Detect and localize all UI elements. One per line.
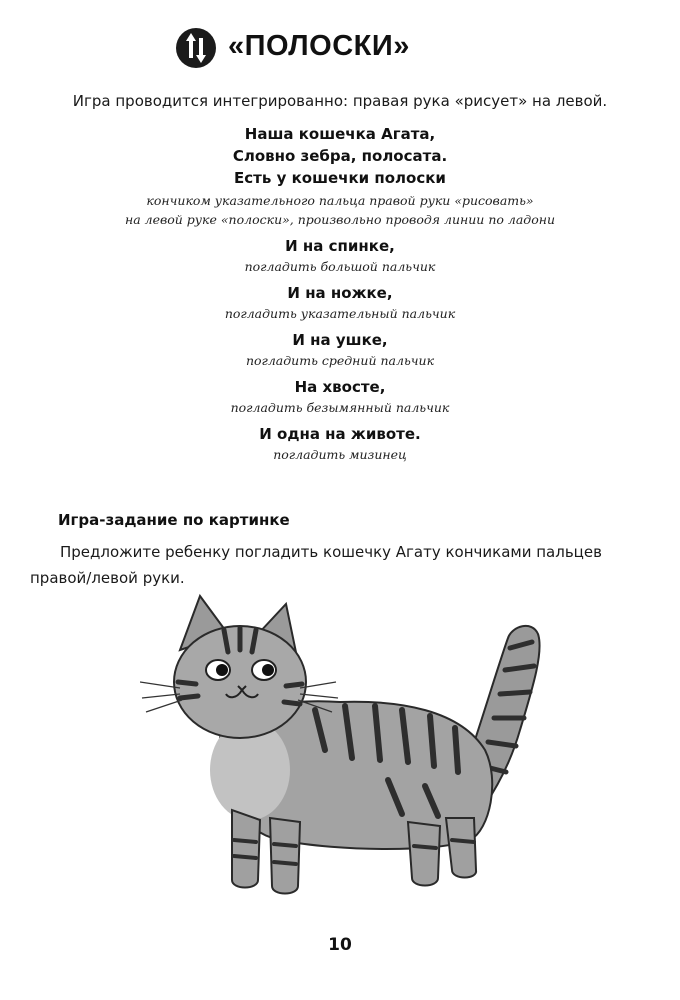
poem-line: Словно зебра, полосата. <box>232 147 448 165</box>
poem-line: И на спинке, <box>285 237 395 255</box>
task-heading: Игра-задание по картинке <box>58 511 290 529</box>
instruction-note: погладить средний пальчик <box>245 353 435 368</box>
page-header <box>0 24 680 76</box>
striped-cat-illustration <box>140 590 560 910</box>
task-text: Предложите ребенку погладить кошечку Агату кончиками пальцев правой/левой руки. <box>30 543 602 587</box>
instruction-note: погладить большой пальчик <box>244 259 436 274</box>
instruction-note <box>0 191 680 229</box>
poem-line: И на ножке, <box>287 284 393 302</box>
poem <box>0 123 680 470</box>
instruction-note: погладить мизинец <box>273 447 407 462</box>
instruction-note: погладить указательный пальчик <box>224 306 456 321</box>
page-title: «ПОЛОСКИ» <box>228 30 410 62</box>
poem-line: И одна на животе. <box>259 425 421 443</box>
poem-line: Есть у кошечки полоски <box>234 169 446 187</box>
instruction-note: погладить безымянный пальчик <box>230 400 450 415</box>
intro-text: Игра проводится интегрированно: правая рука «рисует» на левой. <box>72 92 608 110</box>
page-number: 10 <box>328 935 352 955</box>
poem-line: Наша кошечка Агата, <box>244 125 436 143</box>
instruction-line: на левой руке «полоски», произвольно проводя линии по ладони <box>124 212 556 227</box>
poem-line: На хвосте, <box>294 378 386 396</box>
hands-arrows-icon <box>176 28 216 68</box>
instruction-line: кончиком указательного пальца правой руки «рисовать» <box>146 193 534 208</box>
poem-line: И на ушке, <box>292 331 388 349</box>
